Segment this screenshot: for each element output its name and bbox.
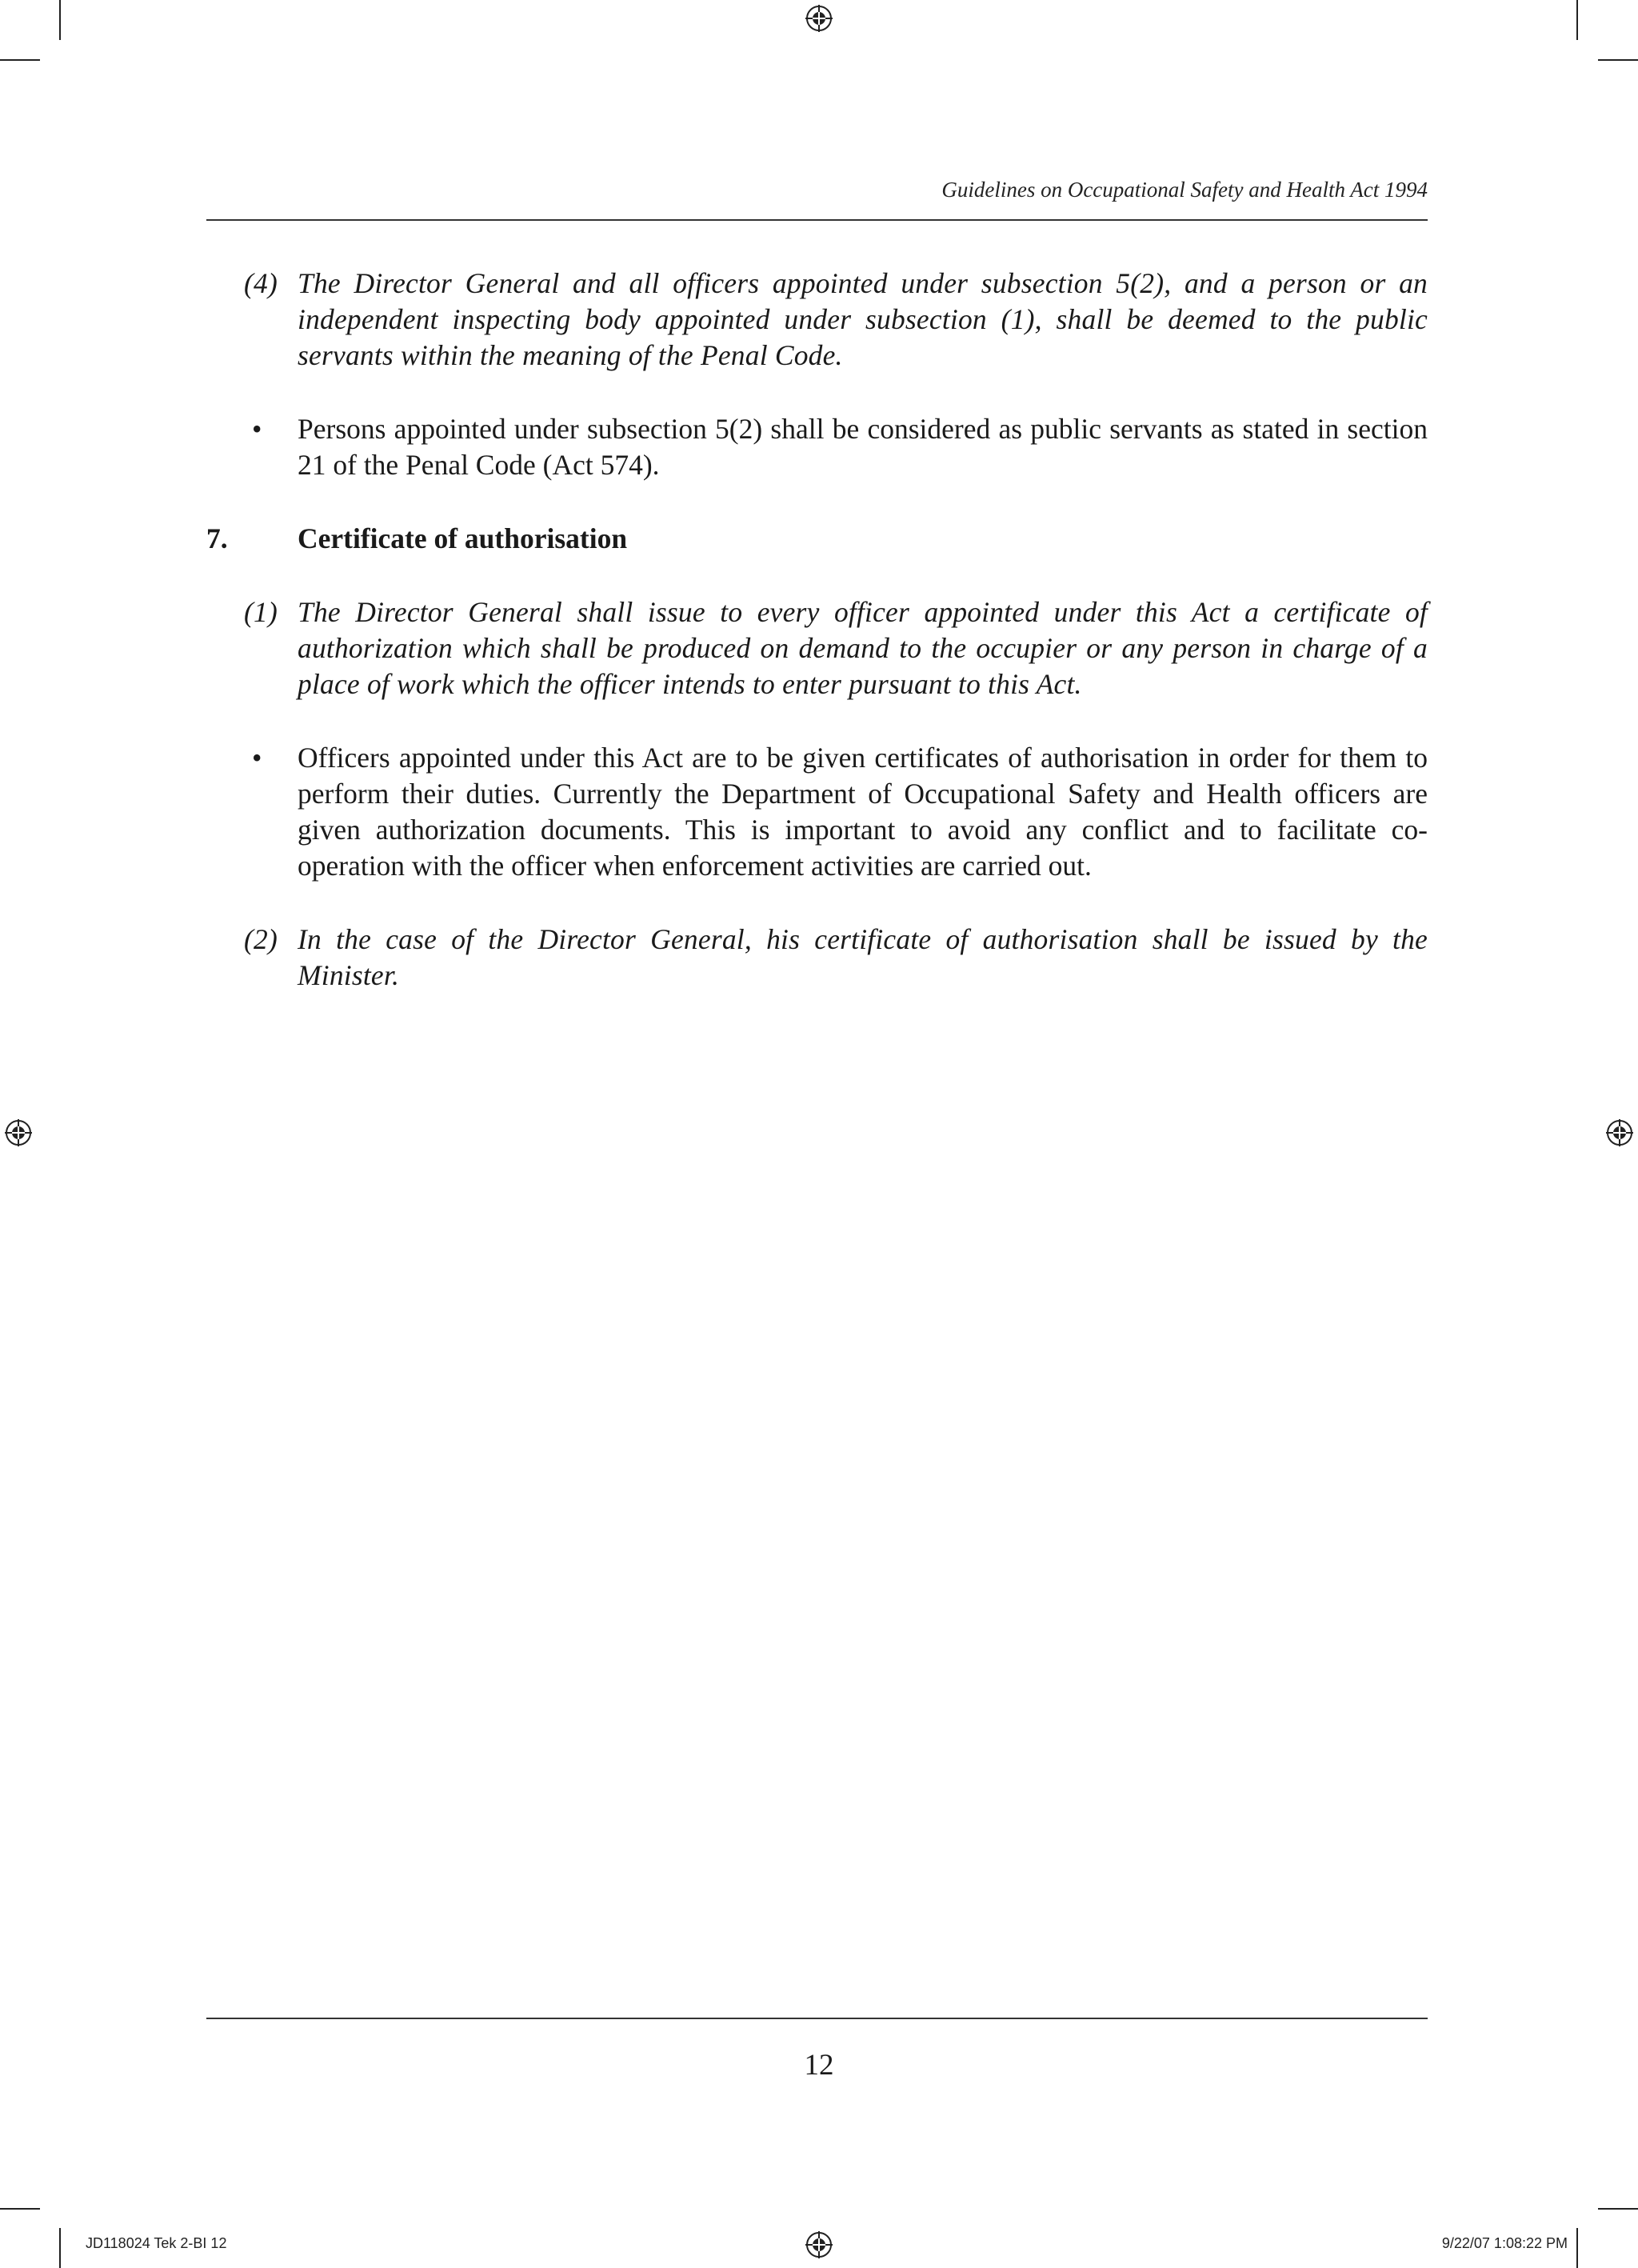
clause-text: The Director General shall issue to every officer appointed under this Act a certificate of authorization which shall be produced on demand to the occupier or any person in charge of a place of work which the officer intends to enter pursuant to this Act.: [298, 596, 1428, 700]
clause-number: (2): [244, 923, 278, 955]
bullet-icon: •: [252, 413, 262, 445]
section-title: Certificate of authorisation: [298, 522, 628, 554]
bullet-item: [206, 411, 1428, 483]
section-heading: [206, 521, 1428, 557]
crop-mark-bottom-left-v: [59, 2228, 61, 2268]
crop-mark-top-right-h: [1598, 59, 1638, 61]
print-slug-left: JD118024 Tek 2-BI 12: [86, 2235, 227, 2251]
registration-mark-icon: [805, 2231, 833, 2258]
clause-number: (1): [244, 596, 278, 628]
bullet-item: [206, 740, 1428, 884]
print-slug-right: 9/22/07 1:08:22 PM: [1441, 2235, 1568, 2251]
crop-mark-bottom-left-h: [0, 2208, 40, 2210]
crop-mark-top-left-h: [0, 59, 40, 61]
registration-mark-icon: [1606, 1119, 1633, 1146]
registration-mark-icon: [5, 1119, 32, 1146]
page-number: 12: [804, 2049, 834, 2082]
section-number: 7.: [206, 522, 228, 554]
footer-rule: [206, 2018, 1428, 2019]
crop-mark-top-right-v: [1576, 0, 1578, 40]
clause-4: [206, 266, 1428, 374]
clause-text: In the case of the Director General, his certificate of authorisation shall be issued by the Minister.: [298, 923, 1428, 991]
clause-1: [206, 594, 1428, 702]
crop-mark-top-left-v: [59, 0, 61, 40]
clause-number: (4): [244, 267, 278, 299]
running-header-title: Guidelines on Occupational Safety and Health Act 1994: [941, 178, 1428, 202]
bullet-text: Persons appointed under subsection 5(2) shall be considered as public servants as stated in section 21 of the Penal Code (Act 574).: [298, 413, 1428, 481]
header-rule: [206, 219, 1428, 221]
registration-mark-icon: [805, 5, 833, 32]
clause-text: The Director General and all officers appointed under subsection 5(2), and a person or an independent inspecting body appointed under subsection (1), shall be deemed to the public servants within the meaning of the Penal Code.: [298, 267, 1428, 371]
crop-mark-bottom-right-v: [1576, 2228, 1578, 2268]
clause-2: [206, 922, 1428, 994]
crop-mark-bottom-right-h: [1598, 2208, 1638, 2210]
page-body: [206, 266, 1428, 994]
bullet-icon: •: [252, 742, 262, 774]
bullet-text: Officers appointed under this Act are to be given certificates of authorisation in order for them to perform their duties. Currently the Department of Occupational Safety and Health officers are given authorization documents. This is important to avoid any conflict and to facilitate co-operation with the officer when enforcement activities are carried out.: [298, 742, 1428, 882]
